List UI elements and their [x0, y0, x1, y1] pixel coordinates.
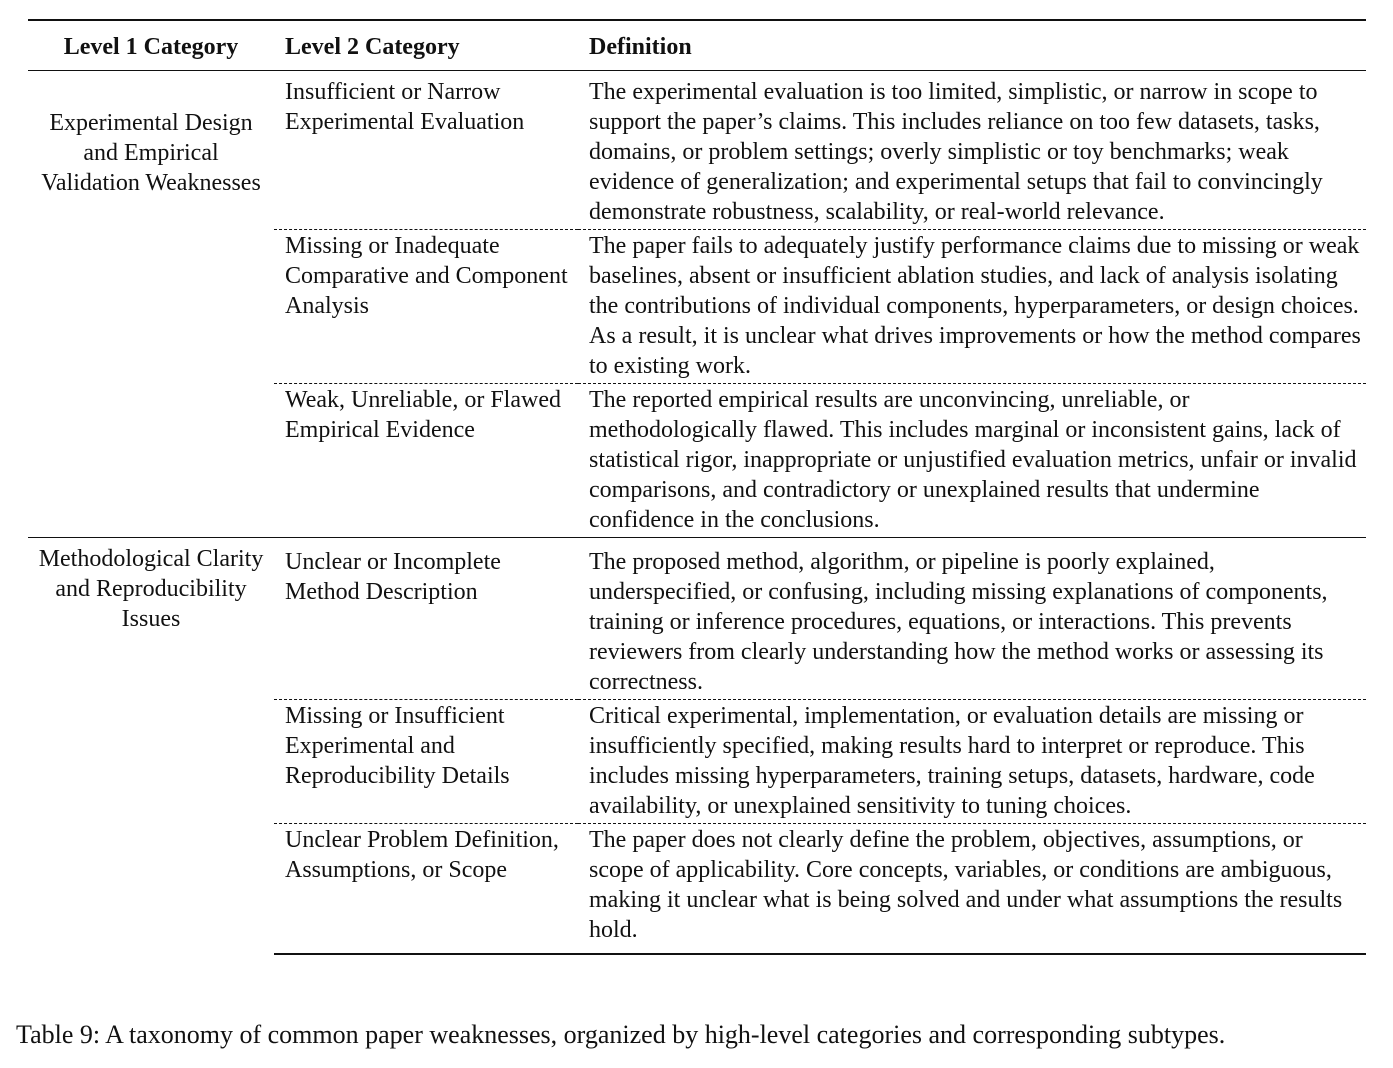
definition-cell: The paper does not clearly define the problem, objectives, assumptions, or scope of applicability. Core concepts, variables, or conditions are ambiguous, making it unclear what is being solved and under what assumptions the results hold. — [578, 824, 1366, 955]
definition-cell: Critical experimental, implementation, or evaluation details are missing or insufficiently specified, making results hard to interpret or reproduce. This includes missing hyperparameters, training setups, datasets, hardware, code availability, or unexplained sensitivity to tuning choices. — [578, 700, 1366, 824]
level2-cell: Missing or Insufficient Experimental and Reproducibility Details — [274, 700, 578, 824]
level2-cell: Unclear Problem Definition, Assumptions, or Scope — [274, 824, 578, 955]
table-row — [28, 71, 1366, 230]
taxonomy-table-container — [28, 19, 1366, 955]
level1-cell — [28, 71, 274, 538]
level2-cell: Unclear or Incomplete Method Description — [274, 538, 578, 700]
level1-label: Experimental Design and Empirical Validation Weaknesses — [41, 110, 261, 196]
level2-cell: Insufficient or Narrow Experimental Evaluation — [285, 79, 525, 135]
header-row — [28, 20, 1366, 71]
level2-cell: Weak, Unreliable, or Flawed Empirical Evidence — [274, 384, 578, 538]
definition-cell: The experimental evaluation is too limited, simplistic, or narrow in scope to support the paper’s claims. This includes reliance on too few datasets, tasks, domains, or problem settings; overly simplistic or toy benchmarks; weak evidence of generalization; and experimental setups that fail to convincingly demonstrate robustness, scalability, or real-world relevance. — [589, 79, 1323, 225]
level1-cell — [28, 538, 274, 955]
header-definition: Definition — [578, 20, 1366, 71]
level2-cell: Missing or Inadequate Comparative and Component Analysis — [274, 230, 578, 384]
definition-cell: The proposed method, algorithm, or pipeline is poorly explained, underspecified, or confusing, including missing explanations of components, training or inference procedures, equations, or interactions. This prevents reviewers from clearly understanding how the method works or assessing its correctness. — [578, 538, 1366, 700]
level1-label: Methodological Clarity and Reproducibility Issues — [38, 546, 264, 632]
header-level1: Level 1 Category — [28, 20, 274, 71]
taxonomy-table — [28, 19, 1366, 955]
definition-cell: The paper fails to adequately justify performance claims due to missing or weak baselines, absent or insufficient ablation studies, and lack of analysis isolating the contributions of individual components, hyperparameters, or design choices. As a result, it is unclear what drives improvements or how the method compares to existing work. — [578, 230, 1366, 384]
definition-cell: The reported empirical results are unconvincing, unreliable, or methodologically flawed. This includes marginal or inconsistent gains, lack of statistical rigor, inappropriate or unjustified evaluation metrics, unfair or invalid comparisons, and contradictory or unexplained results that undermine confidence in the conclusions. — [578, 384, 1366, 538]
table-caption: Table 9: A taxonomy of common paper weaknesses, organized by high-level categories and corresponding subtypes. — [16, 1020, 1226, 1049]
header-level2: Level 2 Category — [274, 20, 578, 71]
table-row — [28, 538, 1366, 700]
